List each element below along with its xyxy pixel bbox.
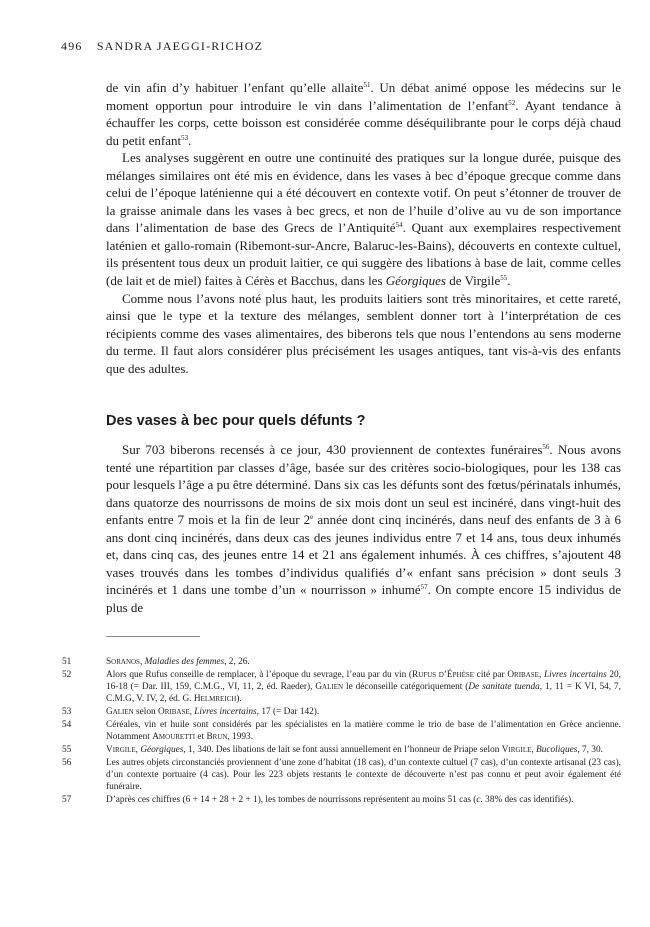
footnote-number: 54 xyxy=(62,719,72,730)
text-run: , 1993. xyxy=(227,732,254,743)
body-text xyxy=(106,79,621,377)
footnote-separator xyxy=(106,636,200,637)
author-name: Oribase xyxy=(507,669,539,680)
text-run: de Virgile xyxy=(445,273,501,289)
text-run: , xyxy=(538,669,544,680)
text-run: Les analyses suggèrent en outre une continuité des pratiques sur la longue durée, puisque des mélanges similaires ont été mis en évidence, dans les vases à bec d’époque grecque comme dans celui de l’époque laténienne qui a été découvert en contexte votif. On peut s’étonner de trouver de la graisse animale dans les vases à bec grecs, et non de l’huile d’olive au vu de son importance dans l’alimentation de base des Grecs de l’Antiquité xyxy=(106,150,621,236)
text-run: . xyxy=(188,132,192,148)
text-run: . Quant aux exemplaires respectivement laténien et gallo-romain (Ribemont-sur-Ancre, Balaruc-les-Bains), découverts en contexte cultuel, ils présentent tous deux un produit laitier, ce qui suggère des libations à base de lait, comme celles (de lait et de miel) faites à Cérès et Bacchus, dans les xyxy=(106,220,621,289)
footnote-number: 55 xyxy=(62,745,72,756)
text-run: et xyxy=(195,732,207,743)
text-run: , xyxy=(135,745,141,756)
footnote xyxy=(62,794,621,806)
footnote-ref[interactable]: 51 xyxy=(363,81,371,89)
text-run: 38% des cas identifiés). xyxy=(482,795,574,806)
author-name: Virgile xyxy=(106,745,136,756)
footnote xyxy=(62,744,621,756)
text-run: , 17 (= Dar 142). xyxy=(256,707,320,718)
footnote xyxy=(62,719,621,744)
abbreviation: c. xyxy=(476,795,483,806)
paragraph xyxy=(106,79,621,149)
footnote-ref[interactable]: 53 xyxy=(181,133,189,142)
footnote-number: 51 xyxy=(62,657,72,667)
text-run: ). xyxy=(236,694,242,705)
paragraph xyxy=(106,149,621,289)
footnote-text xyxy=(106,669,621,706)
text-run: . Ayant tendance à échauffer les corps, cette boisson est considérée comme déséquilibrante pour le corps déjà chaud du petit enfant xyxy=(106,97,622,148)
footnote-text: Les autres objets circonstanciés proviennent d’une zone d’habitat (18 cas), d’un contexte cultuel (7 cas), d’un contexte artisanal (23 cas), d’un contexte portuaire (4 cas). Pour les 223 objets restants le contexte de découverte n’est pas connu et peut avoir également été funéraire. xyxy=(106,757,621,793)
footnote xyxy=(62,757,621,794)
page-number: 496 xyxy=(61,39,83,53)
author-name: SANDRA JAEGGI-RICHOZ xyxy=(96,39,264,53)
footnote-text xyxy=(106,706,621,718)
author-name: Amouretti xyxy=(152,732,196,743)
work-title: Livres incertains xyxy=(194,707,257,718)
text-run: 20, 16-18 (= Dar. III, 159, C.M.G., VI, 11, 2, éd. Raeder), xyxy=(106,669,621,693)
text-run: selon xyxy=(133,707,158,718)
footnote-text xyxy=(106,719,621,744)
paragraph xyxy=(106,441,621,616)
footnote-number: 52 xyxy=(62,669,72,680)
paragraph: Comme nous l’avons noté plus haut, les produits laitiers sont très minoritaires, et cette rareté, ainsi que le type et la texture des mélanges, semblent donner tort à l’interprétation de ces récipients comme des vases alimentaires, des biberons tels que nous l’entendons au sens moderne du terme. Il faut alors considérer plus précisément les usages antiques, tant vis-à-vis des enfants que des adultes. xyxy=(106,290,621,376)
section-body xyxy=(106,441,621,616)
footnote-number: 56 xyxy=(62,757,72,768)
text-run: Céréales, vin et huile sont considérés par les spécialistes en la matière comme le trio de base de l’alimentation en Grèce ancienne. Notamment xyxy=(106,719,621,743)
author-name: Galien xyxy=(106,707,134,718)
text-run: de vin afin d’y habituer l’enfant qu’elle allaite xyxy=(106,80,364,95)
work-title: Bucoliques xyxy=(536,745,578,756)
author-name: Oribase xyxy=(158,707,190,718)
text-run: le déconseille catégoriquement ( xyxy=(343,682,469,693)
footnote-ref[interactable]: 52 xyxy=(508,98,516,107)
text-run: D’après ces chiffres (6 + 14 + 28 + 2 + 1), les tombes de nourrissons représentent au moins 51 cas ( xyxy=(106,795,477,806)
footnote-text xyxy=(106,656,621,668)
footnote-ref[interactable]: 56 xyxy=(542,443,550,451)
work-title: Géorgiques xyxy=(140,745,184,756)
footnote xyxy=(62,656,621,668)
text-run: , xyxy=(531,745,537,756)
author-name: Helmreich xyxy=(193,694,237,705)
work-title: Livres incertains xyxy=(543,669,607,680)
footnote-ref[interactable]: 54 xyxy=(395,221,403,230)
footnote-ref[interactable]: 57 xyxy=(420,583,428,592)
footnotes xyxy=(62,656,621,807)
text-run: . xyxy=(507,273,511,289)
ordinal-suffix: e xyxy=(310,513,314,522)
text-run: Sur 703 biberons recensés à ce jour, 430 proviennent de contextes funéraires xyxy=(122,442,543,457)
text-run: année dont cinq incinérés, dans neuf des enfants de 3 à 6 ans dont cinq incinérés, dans deux cas des jeunes individus entre 7 et 14 ans, tous deux inhumés et, dans cinq cas, des jeunes entre 14 et 21 ans également inhumés. À ces chiffres, s’ajoutent 48 vases trouvés dans les tombes d’individus qualifiés d’« enfant sans précision » dont seuls 3 incinérés et 1 dans une tombe d’un « nourrisson » inhumé xyxy=(106,512,621,598)
footnote-ref[interactable]: 55 xyxy=(500,274,508,283)
text-run: . Nous avons tenté une répartition par classes d’âge, basée sur des critères socio-biologiques, pour les 138 cas pour lesquels l’âge a pu être déterminé. Dans six cas les défunts sont des fœtus/périnatals inhumés, dans quatorze des nourrissons de moins de six mois dont un seul est incinéré, dans vingt-huit des enfants entre 7 mois et la fin de leur 2 xyxy=(106,442,622,528)
footnote-number: 57 xyxy=(62,795,72,806)
work-title: Maladies des femmes xyxy=(144,657,225,667)
text-run: , 1, 340. Des libations de lait se font aussi annuellement en l’honneur de Priape selon xyxy=(183,745,502,756)
author-name: Galien xyxy=(315,682,344,693)
work-title: Géorgiques xyxy=(385,273,446,289)
text-run: , 1, 11 = K VI, 54, 7, C.M.G, V. IV, 2, éd. G. xyxy=(106,682,621,705)
text-run: , xyxy=(189,707,195,718)
text-run: , 7, 30. xyxy=(577,745,603,756)
author-name: Soranos xyxy=(106,657,140,667)
text-run: . Un débat animé oppose les médecins sur le moment opportun pour introduire le vin dans l’alimentation de l’enfant xyxy=(106,80,621,113)
work-title: De sanitate tuenda xyxy=(468,682,540,693)
section-heading: Des vases à bec pour quels défunts ? xyxy=(106,413,366,429)
author-name: Rufus d’Éphèse xyxy=(412,669,475,680)
footnote-text xyxy=(106,744,621,756)
author-name: Brun xyxy=(206,732,228,743)
text-run: Alors que Rufus conseille de remplacer, à l’époque du sevrage, l’eau par du vin ( xyxy=(106,669,413,680)
footnote xyxy=(62,706,621,718)
text-run: cité par xyxy=(474,669,508,680)
text-run: . On compte encore 15 individus de plus de xyxy=(106,582,621,615)
footnote xyxy=(62,669,621,706)
author-name: Virgile xyxy=(501,745,532,756)
text-run: , xyxy=(139,657,145,667)
text-run: , 2, 26. xyxy=(224,657,250,667)
footnote-number: 53 xyxy=(62,707,72,718)
footnote-text xyxy=(106,794,621,806)
running-header xyxy=(61,39,621,54)
